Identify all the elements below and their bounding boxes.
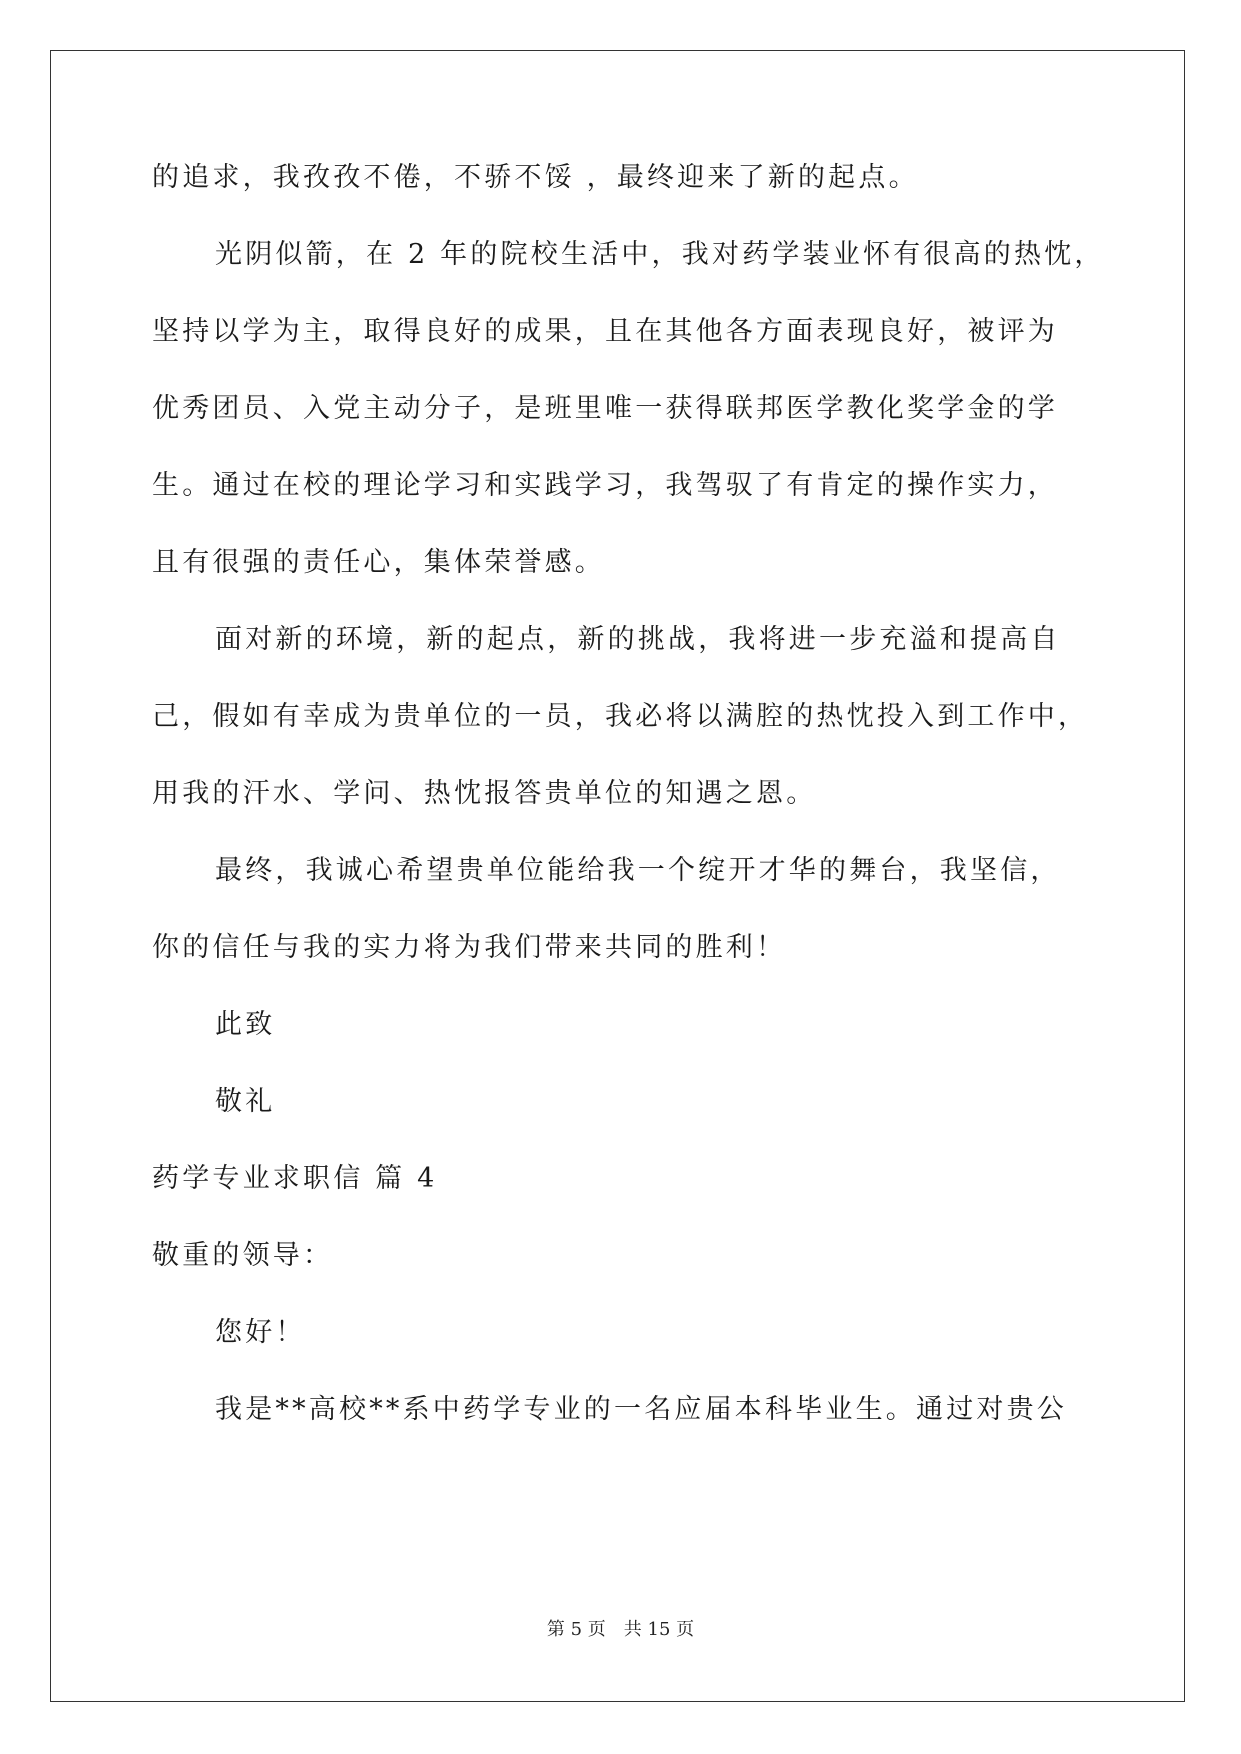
- page-total: 共 15 页: [623, 1619, 695, 1640]
- paragraph-start-line: 最终，我诚心希望贵单位能给我一个绽开才华的舞台，我坚信，: [215, 855, 1061, 886]
- text-line: 优秀团员、入党主动分子，是班里唯一获得联邦医学教化奖学金的学: [152, 393, 1058, 424]
- paragraph-start-line: 光阴似箭，在 2 年的院校生活中，我对药学装业怀有很高的热忱，: [215, 239, 1105, 270]
- text-line: 的追求，我孜孜不倦，不骄不馁 ，最终迎来了新的起点。: [152, 162, 919, 193]
- letter-greeting: 您好！: [215, 1317, 306, 1348]
- section-heading: 药学专业求职信 篇 4: [152, 1163, 438, 1194]
- text-line: 你的信任与我的实力将为我们带来共同的胜利！: [152, 932, 787, 963]
- closing-regards: 敬礼: [215, 1086, 276, 1117]
- page-footer: [0, 1618, 1241, 1642]
- text-line: 己，假如有幸成为贵单位的一员，我必将以满腔的热忱投入到工作中，: [152, 701, 1089, 732]
- paragraph-start-line: 面对新的环境，新的起点，新的挑战，我将进一步充溢和提高自: [215, 624, 1061, 655]
- letter-addressee: 敬重的领导：: [152, 1240, 334, 1271]
- page-number: 第 5 页: [546, 1619, 606, 1640]
- text-line: 用我的汗水、学问、热忱报答贵单位的知遇之恩。: [152, 778, 817, 809]
- text-line: 生。通过在校的理论学习和实践学习，我驾驭了有肯定的操作实力，: [152, 470, 1058, 501]
- paragraph-start-line: 我是**高校**系中药学专业的一名应届本科毕业生。通过对贵公: [215, 1394, 1067, 1425]
- text-line: 且有很强的责任心，集体荣誉感。: [152, 547, 605, 578]
- text-line: 坚持以学为主，取得良好的成果，且在其他各方面表现良好，被评为: [152, 316, 1058, 347]
- closing-salutation: 此致: [215, 1009, 276, 1040]
